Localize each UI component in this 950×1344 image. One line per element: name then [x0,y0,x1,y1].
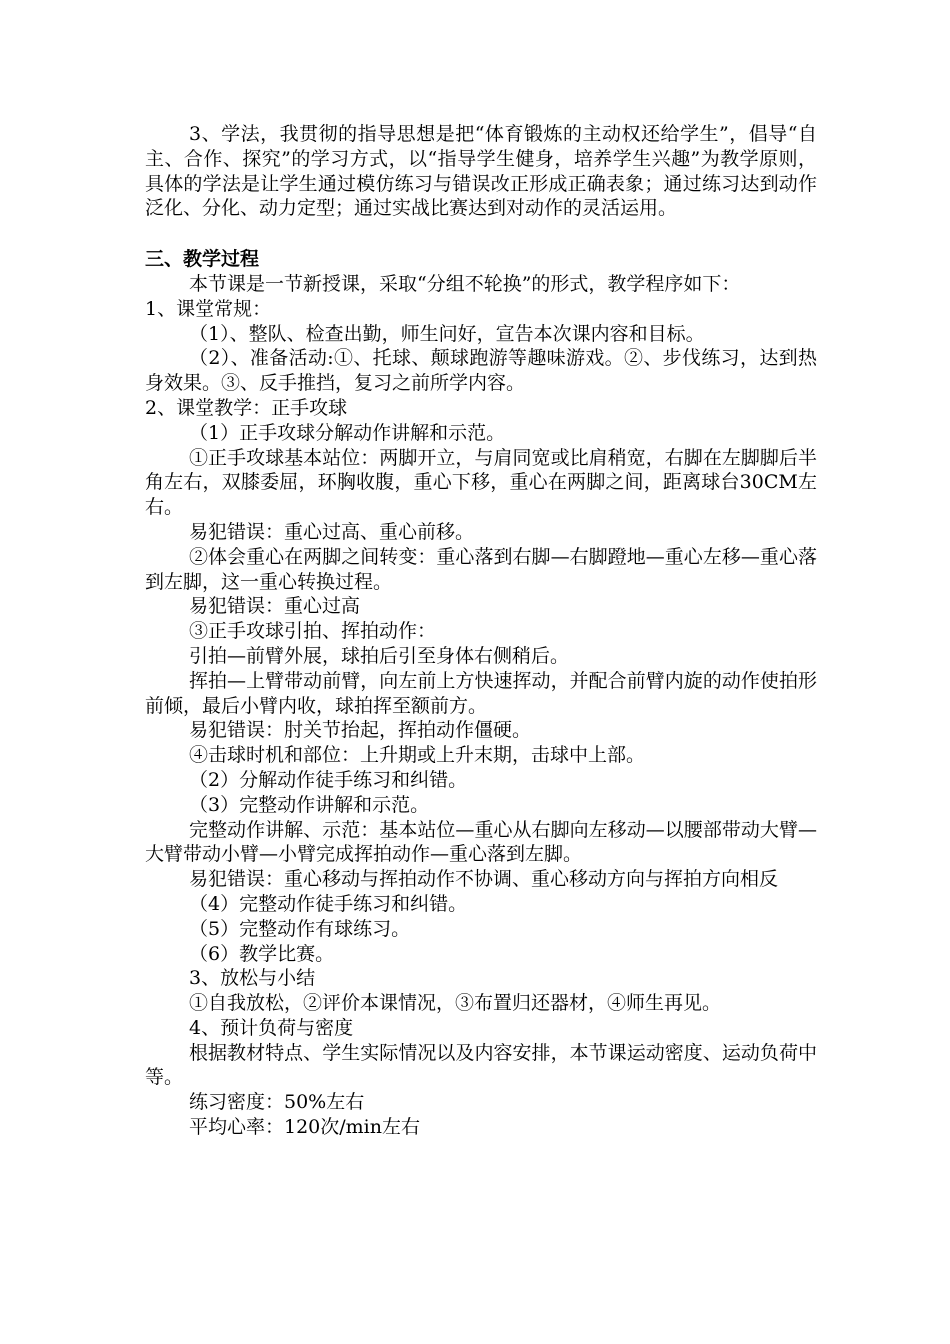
paragraph-error-1: 易犯错误：重心过高、重心前移。 [189,520,475,543]
paragraph-teaching-3: （3）完整动作讲解和示范。 [189,793,430,816]
paragraph-teaching-4: （4）完整动作徒手练习和纠错。 [189,892,468,915]
heading-class-teaching: 2、课堂教学：正手攻球 [145,396,348,419]
paragraph-error-2: 易犯错误：重心过高 [189,595,361,618]
paragraph-relax-items: ①自我放松，②评价本课情况，③布置归还器材，④师生再见。 [189,992,722,1015]
heading-class-routine: 1、课堂常规： [145,297,272,320]
paragraph-teaching-5: （5）完整动作有球练习。 [189,917,411,940]
section-title-teaching-process: 三、教学过程 [145,248,260,271]
paragraph-teaching-1: （1）正手攻球分解动作讲解和示范。 [189,421,506,444]
heading-load-density: 4、预计负荷与密度 [189,1016,354,1039]
paragraph-backswing: 引拍—前臂外展，球拍后引至身体右侧稍后。 [189,644,570,667]
paragraph-routine-1: （1）、整队、检查出勤，师生问好，宣告本次课内容和目标。 [189,322,705,345]
paragraph-error-4: 易犯错误：重心移动与挥拍动作不协调、重心移动方向与挥拍方向相反 [189,868,779,891]
paragraph-study-method: 3、学法，我贯彻的指导思想是把“体育锻炼的主动权还给学生”，倡导“自主、合作、探究”的学习方式，以“指导学生健身，培养学生兴趣”为教学原则，具体的学法是让学生通过模仿练习与错误改正形成正确表象；通过练习达到动作泛化、分化、动力定型；通过实战比赛达到对动作的灵活运用。 [145,123,817,220]
paragraph-error-3: 易犯错误：肘关节抬起，挥拍动作僵硬。 [189,719,532,742]
document-body [145,122,817,1140]
paragraph-heart-rate: 平均心率：120次/min左右 [189,1116,420,1139]
paragraph-weight-shift: ②体会重心在两脚之间转变：重心落到右脚—右脚蹬地—重心左移—重心落到左脚，这一重心转换过程。 [145,545,817,593]
paragraph-teaching-2: （2）分解动作徒手练习和纠错。 [189,768,468,791]
paragraph-load-desc: 根据教材特点、学生实际情况以及内容安排，本节课运动密度、运动负荷中等。 [145,1041,817,1089]
paragraph-timing: ④击球时机和部位：上升期或上升末期，击球中上部。 [189,744,646,767]
paragraph-swing-heading: ③正手攻球引拍、挥拍动作： [189,620,437,643]
paragraph-intro: 本节课是一节新授课，采取“分组不轮换”的形式，教学程序如下： [189,272,741,295]
paragraph-routine-2: （2）、准备活动:①、托球、颠球跑游等趣味游戏。②、步伐练习，达到热身效果。③、反手推挡，复习之前所学内容。 [145,347,817,395]
heading-relax-summary: 3、放松与小结 [189,967,316,990]
paragraph-teaching-6: （6）教学比赛。 [189,942,335,965]
paragraph-stance: ①正手攻球基本站位：两脚开立，与肩同宽或比肩稍宽，右脚在左脚脚后半角左右，双膝委屈，环胸收腹，重心下移，重心在两脚之间，距离球台30CM左右。 [145,446,817,519]
paragraph-swing: 挥拍—上臂带动前臂，向左前上方快速挥动，并配合前臂内旋的动作使拍形前倾，最后小臂内收，球拍挥至额前方。 [145,669,817,717]
paragraph-practice-density: 练习密度：50%左右 [189,1091,365,1114]
paragraph-full-motion: 完整动作讲解、示范：基本站位—重心从右脚向左移动—以腰部带动大臂—大臂带动小臂—小臂完成挥拍动作—重心落到左脚。 [145,818,817,866]
